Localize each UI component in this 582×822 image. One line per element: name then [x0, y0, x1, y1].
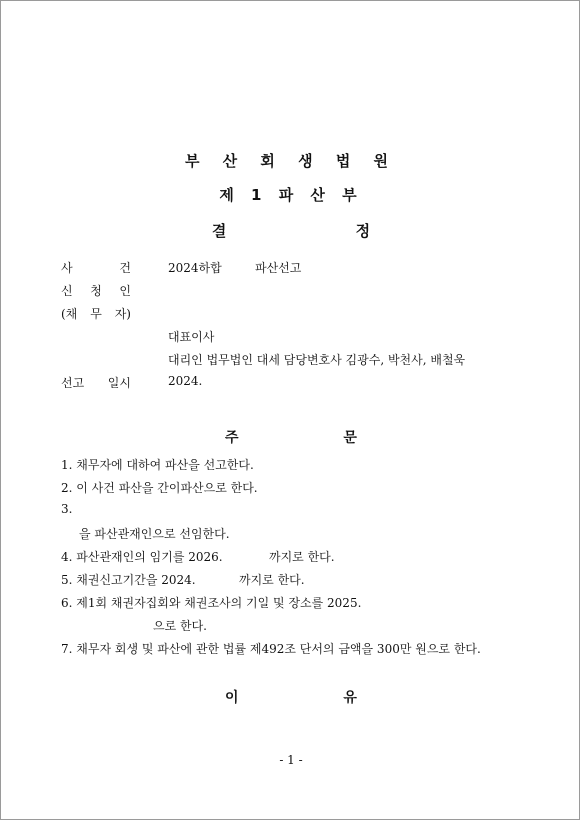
declaration-date: 2024. — [168, 374, 203, 388]
order-item-4-tail: 까지로 한다. — [269, 550, 335, 564]
order-item-3-continued: 을 파산관재인으로 선임한다. — [79, 527, 230, 541]
order-item-2: 2. 이 사건 파산을 간이파산으로 한다. — [61, 481, 258, 495]
order-item-5-tail: 까지로 한다. — [239, 573, 305, 587]
reasons-title: 이 유 — [225, 690, 407, 706]
case-name: 파산선고 — [255, 261, 302, 275]
document-type-title: 결 정 — [211, 222, 433, 240]
order-item-4: 4. 파산관재인의 임기를 2026. — [61, 550, 223, 564]
order-item-6: 6. 제1회 채권자집회와 채권조사의 기일 및 장소를 2025. — [61, 596, 362, 610]
case-label: 사 건 — [61, 261, 131, 275]
declaration-date-label: 선고 일시 — [61, 376, 131, 390]
order-item-1: 1. 채무자에 대하여 파산을 선고한다. — [61, 458, 254, 472]
division-name: 제 1 파 산 부 — [219, 186, 363, 204]
order-item-7: 7. 채무자 회생 및 파산에 관한 법률 제492조 단서의 금액을 300만 원으로 한다. — [61, 642, 481, 656]
legal-agent: 대리인 법무법인 대세 담당변호사 김광수, 박천사, 배철욱 — [168, 353, 466, 367]
applicant-label: 신 청 인 — [61, 284, 131, 298]
representative: 대표이사 — [168, 330, 215, 344]
order-item-3: 3. — [61, 502, 73, 516]
page-number: - 1 - — [279, 753, 303, 767]
order-item-5: 5. 채권신고기간을 2024. — [61, 573, 196, 587]
order-item-6-tail: 으로 한다. — [153, 619, 207, 633]
order-title: 주 문 — [225, 430, 407, 446]
court-name: 부 산 회 생 법 원 — [184, 152, 398, 170]
debtor-label: (채 무 자) — [61, 307, 131, 321]
case-number: 2024하합 — [168, 261, 222, 275]
